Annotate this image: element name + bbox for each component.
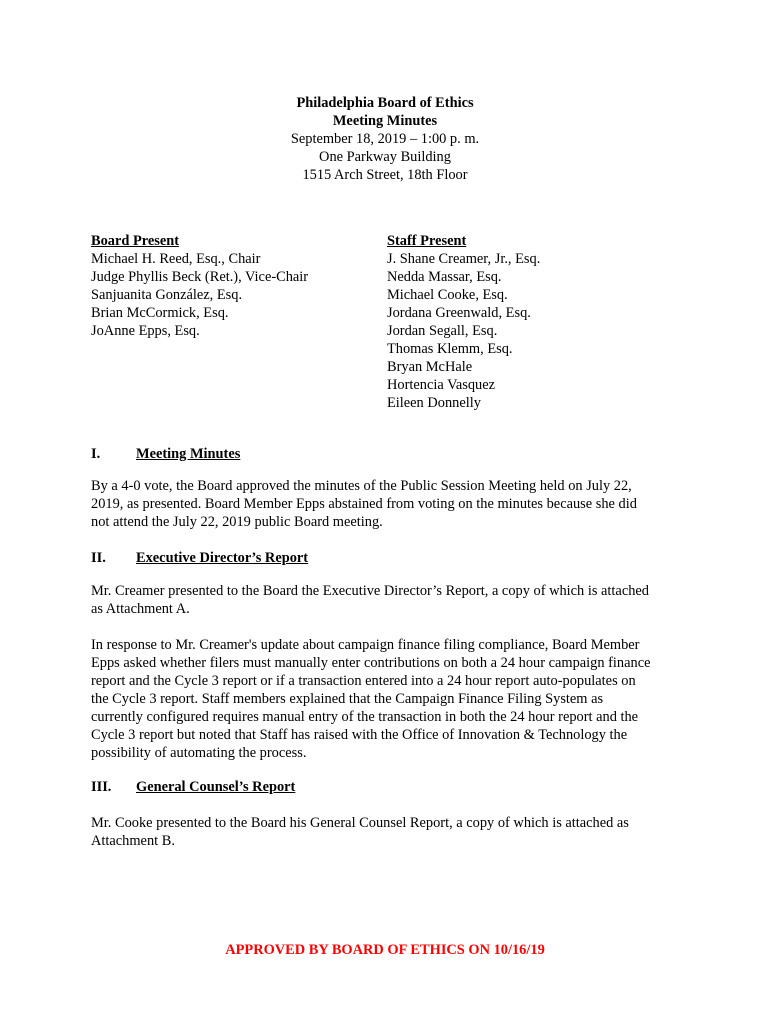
staff-member: Jordan Segall, Esq. bbox=[387, 323, 498, 339]
board-present-list bbox=[91, 232, 308, 340]
paragraph-meeting-minutes bbox=[91, 477, 681, 531]
section-title: Executive Director’s Report bbox=[136, 550, 309, 566]
section-heading-executive-directors-report bbox=[91, 549, 308, 567]
paragraph-line: not attend the July 22, 2019 public Board meeting. bbox=[91, 514, 383, 530]
paragraph-line: Mr. Creamer presented to the Board the Executive Director’s Report, a copy of which is attached bbox=[91, 583, 649, 599]
board-member: JoAnne Epps, Esq. bbox=[91, 323, 200, 339]
paragraph-general-counsel bbox=[91, 814, 681, 850]
meeting-address: 1515 Arch Street, 18th Floor bbox=[302, 167, 468, 183]
section-heading-general-counsels-report bbox=[91, 778, 295, 796]
paragraph-line: Epps asked whether filers must manually enter contributions on both a 24 hour campaign finance bbox=[91, 655, 651, 671]
section-number: I. bbox=[91, 446, 101, 462]
paragraph-line: the Cycle 3 report. Staff members explained that the Campaign Finance Filing System as bbox=[91, 691, 604, 707]
staff-member: Thomas Klemm, Esq. bbox=[387, 341, 513, 357]
paragraph-line: possibility of automating the process. bbox=[91, 745, 307, 761]
board-member: Sanjuanita González, Esq. bbox=[91, 287, 243, 303]
paragraph-line: 2019, as presented. Board Member Epps abstained from voting on the minutes because she did bbox=[91, 496, 637, 512]
paragraph-line: currently configured requires manual entry of the transaction in both the 24 hour report and the bbox=[91, 709, 639, 725]
staff-member: Michael Cooke, Esq. bbox=[387, 287, 508, 303]
paragraph-line: By a 4-0 vote, the Board approved the minutes of the Public Session Meeting held on July 22, bbox=[91, 478, 632, 494]
approval-notice: APPROVED BY BOARD OF ETHICS ON 10/16/19 bbox=[225, 942, 545, 958]
org-name: Philadelphia Board of Ethics bbox=[296, 95, 474, 111]
staff-present-list bbox=[387, 232, 540, 412]
staff-member: J. Shane Creamer, Jr., Esq. bbox=[387, 251, 541, 267]
staff-present-heading: Staff Present bbox=[387, 233, 467, 249]
paragraph-line: In response to Mr. Creamer's update about campaign finance filing compliance, Board Member bbox=[91, 637, 640, 653]
section-title: Meeting Minutes bbox=[136, 446, 241, 462]
section-heading-meeting-minutes bbox=[91, 445, 240, 463]
paragraph-campaign-finance bbox=[91, 636, 681, 762]
section-number: II. bbox=[91, 550, 106, 566]
meeting-date-time: September 18, 2019 – 1:00 p. m. bbox=[290, 131, 480, 147]
section-number: III. bbox=[91, 779, 112, 795]
paragraph-line: Attachment B. bbox=[91, 833, 175, 849]
paragraph-line: Cycle 3 report but noted that Staff has raised with the Office of Innovation & Technology the bbox=[91, 727, 628, 743]
staff-member: Eileen Donnelly bbox=[387, 395, 481, 411]
staff-member: Hortencia Vasquez bbox=[387, 377, 496, 393]
board-member: Brian McCormick, Esq. bbox=[91, 305, 229, 321]
board-member: Michael H. Reed, Esq., Chair bbox=[91, 251, 261, 267]
staff-member: Jordana Greenwald, Esq. bbox=[387, 305, 531, 321]
board-present-heading: Board Present bbox=[91, 233, 180, 249]
paragraph-executive-report-intro bbox=[91, 582, 681, 618]
section-title: General Counsel’s Report bbox=[136, 779, 296, 795]
paragraph-line: as Attachment A. bbox=[91, 601, 190, 617]
meeting-building: One Parkway Building bbox=[319, 149, 451, 165]
paragraph-line: Mr. Cooke presented to the Board his General Counsel Report, a copy of which is attached as bbox=[91, 815, 629, 831]
document-type: Meeting Minutes bbox=[332, 113, 438, 129]
paragraph-line: report and the Cycle 3 report or if a transaction entered into a 24 hour report auto-populates on bbox=[91, 673, 636, 689]
staff-member: Bryan McHale bbox=[387, 359, 473, 375]
document-header bbox=[0, 94, 770, 184]
staff-member: Nedda Massar, Esq. bbox=[387, 269, 502, 285]
board-member: Judge Phyllis Beck (Ret.), Vice-Chair bbox=[91, 269, 309, 285]
